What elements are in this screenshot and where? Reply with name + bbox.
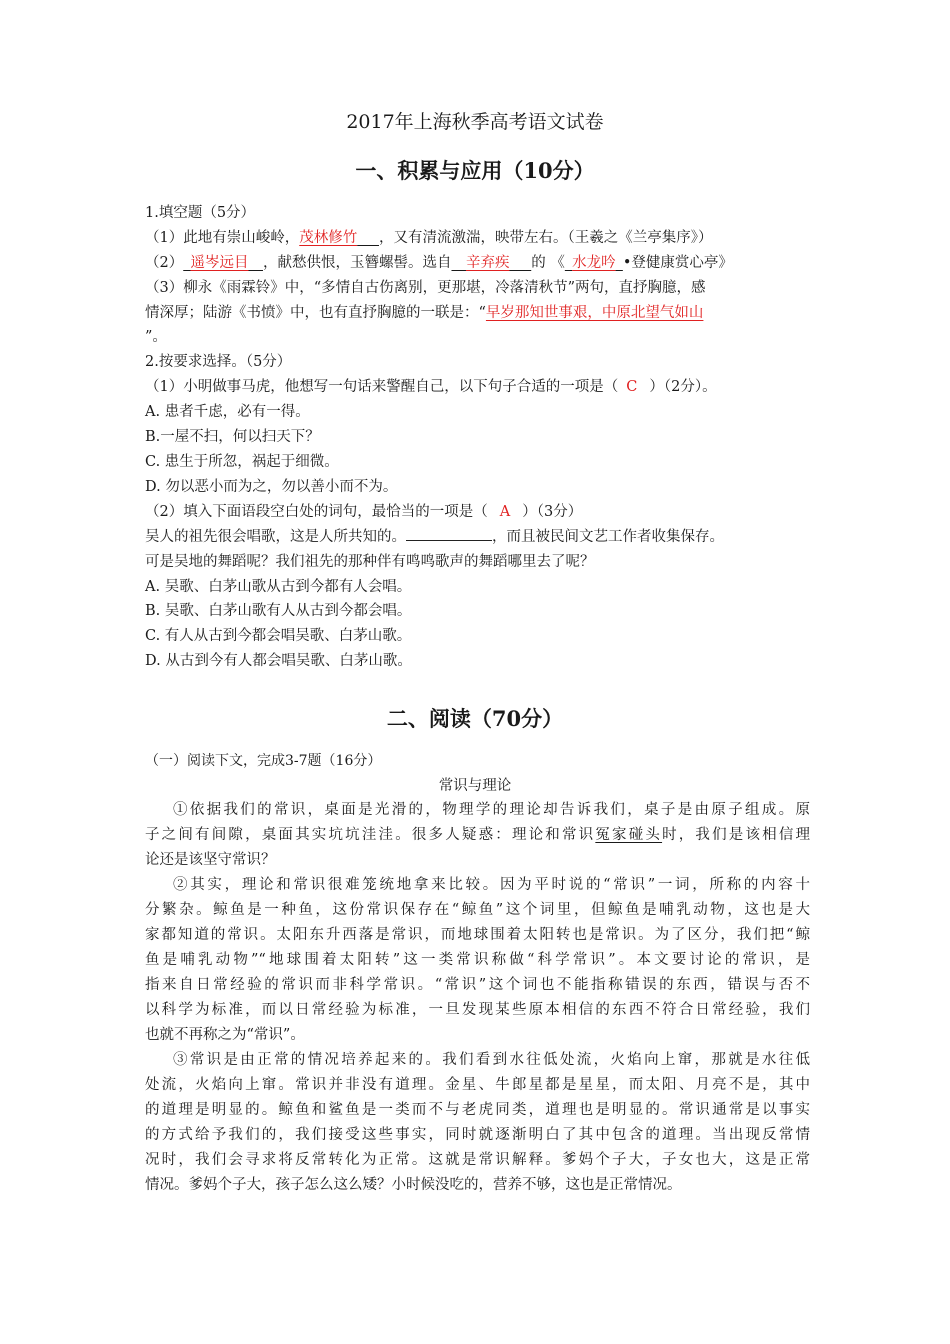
q1-line1-a: （1）此地有崇山峻岭， xyxy=(145,230,300,246)
p3-line5: 况时，我们会寻求将反常转化为正常。这就是常识解释。爹妈个子大，子女也大，这是正常 xyxy=(145,1152,810,1168)
q2-sub1-stem: （1）小明做事马虎，他想写一句话来警醒自己，以下句子合适的一项是（ xyxy=(145,379,619,395)
p2-line3: 家都知道的常识。太阳东升西落是常识，而地球围着太阳转也是常识。为了区分，我们把“鲸 xyxy=(145,927,810,943)
q2-sub2-option-b: B. 吴歌、白茅山歌有人从古到今都会唱。 xyxy=(145,603,412,619)
q1-line5: ”。 xyxy=(145,329,167,345)
p3-line2: 处流，火焰向上窜。常识并非没有道理。金星、牛郎星都是星星，而太阳、月亮不是，其中 xyxy=(145,1077,810,1093)
q1-answer-3: 辛弃疾 xyxy=(465,255,510,271)
fill-blank xyxy=(406,526,492,541)
p2-line7: 也就不再称之为“常识”。 xyxy=(145,1027,305,1043)
q1-line2-c: 的 《 xyxy=(531,255,565,271)
q1-line2-b: ，献愁供恨，玉簪螺髻。选自 xyxy=(262,255,452,271)
p2-line2: 分繁杂。鲸鱼是一种鱼，这份常识保存在“鲸鱼”这个词里，但鲸鱼是哺乳动物，这也是大 xyxy=(145,902,810,918)
q2-sub1 xyxy=(145,376,717,398)
q1-line1-b: ，又有清流激湍，映带左右。（王羲之《兰亭集序》） xyxy=(378,230,713,246)
q2-passage-line2: 可是吴地的舞蹈呢？我们祖先的那种伴有鸣鸣歌声的舞蹈哪里去了呢？ xyxy=(145,554,595,570)
q2-passage-a: 吴人的祖先很会唱歌，这是人所共知的。 xyxy=(145,529,406,545)
q1-line2-d: •登健康赏心亭》 xyxy=(622,255,733,271)
q2-sub1-answer: C xyxy=(626,379,638,395)
q1-answer-4: 水龙吟 xyxy=(572,255,616,271)
q1-line4-a: 情深厚；陆游《书愤》中，也有直抒胸臆的一联是：“ xyxy=(145,305,486,321)
article-title: 常识与理论 xyxy=(438,778,512,794)
q2-sub2-option-a: A. 吴歌、白茅山歌从古到今都有人会唱。 xyxy=(145,579,412,595)
underlined-phrase: 冤家碰头 xyxy=(595,827,663,843)
p2-line4: 鱼是哺乳动物”“地球围着太阳转”这一类常识称做“科学常识”。本文要讨论的常识，是 xyxy=(145,952,810,968)
q2-sub2-stem: （2）填入下面语段空白处的词句，最恰当的一项是（ xyxy=(145,504,488,520)
q2-passage-b: ，而且被民间文艺工作者收集保存。 xyxy=(492,529,724,545)
q1-answer-1: 茂林修竹 xyxy=(299,230,358,246)
q1-line4 xyxy=(145,302,703,324)
q2-sub2-score: ）（3分） xyxy=(522,504,583,520)
q1-line2-a: （2） xyxy=(145,255,184,271)
p1-line1: ①依据我们的常识，桌面是光滑的，物理学的理论却告诉我们，桌子是由原子组成。原 xyxy=(173,802,810,818)
q2-sub1-score: ）（2分）。 xyxy=(649,379,717,395)
p3-line4: 的方式给予我们的，我们接受这些事实，同时就逐渐明白了其中包含的道理。当出现反常情 xyxy=(145,1127,810,1143)
q2-passage-line1 xyxy=(145,526,724,548)
q2-sub1-option-d: D. 勿以恶小而为之，勿以善小而不为。 xyxy=(145,479,398,495)
p3-line3: 的道理是明显的。鲸鱼和鲨鱼是一类而不与老虎同类，道理也是明显的。常识通常是以事实 xyxy=(145,1102,810,1118)
section2-heading: 二、阅读（70分） xyxy=(386,706,564,731)
q1-line1 xyxy=(145,227,712,249)
p1-line2-b: 时，我们是该相信理 xyxy=(662,827,810,843)
p3-line6: 情况。爹妈个子大，孩子怎么这么矮？小时候没吃的，营养不够，这也是正常情况。 xyxy=(145,1177,682,1193)
q2-sub2 xyxy=(145,501,582,523)
q1-label: 1.填空题（5分） xyxy=(145,205,256,221)
q2-sub2-answer: A xyxy=(499,504,511,520)
q2-sub1-option-b: B.一屋不扫，何以扫天下？ xyxy=(145,429,320,445)
reading-intro: （一）阅读下文，完成3-7题（16分） xyxy=(145,753,382,769)
p1-line2 xyxy=(145,824,810,846)
p1-line3: 论还是该坚守常识？ xyxy=(145,852,276,868)
q2-label: 2.按要求选择。（5分） xyxy=(145,354,292,370)
q2-sub1-option-a: A. 患者千虑，必有一得。 xyxy=(145,404,310,420)
q2-sub2-option-c: C. 有人从古到今都会唱吴歌、白茅山歌。 xyxy=(145,628,412,644)
q2-sub2-option-d: D. 从古到今有人都会唱吴歌、白茅山歌。 xyxy=(145,653,412,669)
q1-line3: （3）柳永《雨霖铃》中，“多情自古伤离别，更那堪，冷落清秋节”两句，直抒胸臆，感 xyxy=(145,280,706,296)
q1-line2 xyxy=(145,252,733,274)
q2-sub1-option-c: C. 患生于所忽，祸起于细微。 xyxy=(145,454,339,470)
p3-line1: ③常识是由正常的情况培养起来的。我们看到水往低处流，火焰向上窜，那就是水往低 xyxy=(173,1052,810,1068)
p1-line2-a: 子之间有间隙，桌面其实坑坑洼洼。很多人疑惑：理论和常识 xyxy=(145,827,596,843)
q1-answer-2: 遥岑远目 xyxy=(190,255,249,271)
section1-heading: 一、积累与应用（10分） xyxy=(355,158,595,183)
page-title: 2017年上海秋季高考语文试卷 xyxy=(346,111,604,133)
p2-line1: ②其实，理论和常识很难笼统地拿来比较。因为平时说的“常识”一词，所称的内容十 xyxy=(173,877,810,893)
p2-line6: 以科学为标准，而以日常经验为标准，一旦发现某些原本相信的东西不符合日常经验，我们 xyxy=(145,1002,810,1018)
q1-answer-5: 早岁那知世事艰，中原北望气如山 xyxy=(485,305,704,321)
p2-line5: 指来自日常经验的常识而非科学常识。“常识”这个词也不能指称错误的东西，错误与否不 xyxy=(145,977,810,993)
